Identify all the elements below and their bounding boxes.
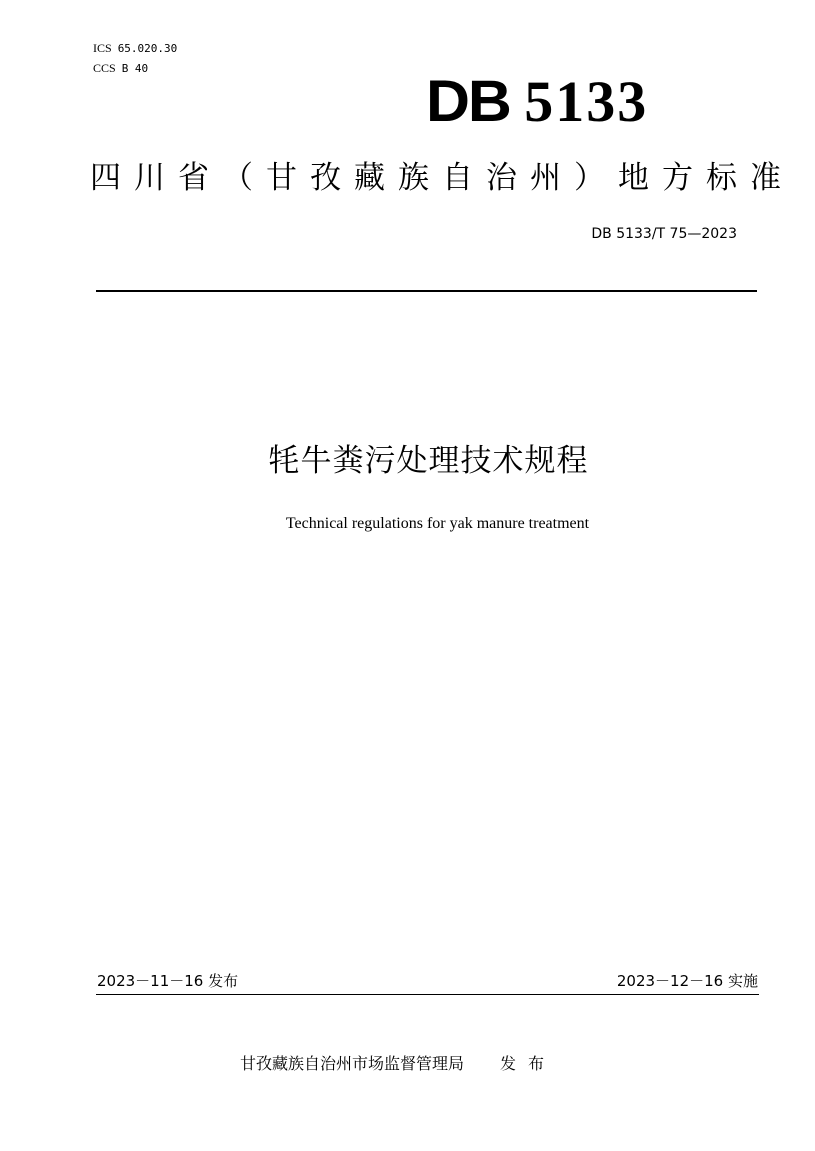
document-title-cn: 牦牛粪污处理技术规程: [268, 443, 589, 479]
db-logo-prefix: DB: [426, 69, 510, 134]
publisher-line: [240, 1053, 556, 1075]
implementation-date: 2023－12－16 实施: [616, 972, 758, 990]
ccs-code: B 40: [121, 62, 149, 75]
publish-action: 发布: [500, 1054, 557, 1073]
issue-date: 2023－11－16 发布: [97, 972, 239, 990]
ics-line: [93, 41, 177, 56]
standard-number: DB 5133/T 75—2023: [591, 226, 737, 242]
ics-code: 65.020.30: [117, 42, 178, 55]
ccs-label: CCS: [93, 61, 116, 75]
ics-label: ICS: [93, 41, 112, 55]
publisher-name: 甘孜藏族自治州市场监督管理局: [240, 1054, 465, 1073]
bottom-divider: [96, 994, 759, 995]
standard-type-heading: 四川省（甘孜藏族自治州）地方标准: [90, 160, 794, 196]
document-title-en: Technical regulations for yak manure treatment: [285, 515, 590, 532]
top-divider: [96, 290, 757, 292]
db-logo-code: 5133: [524, 69, 649, 134]
db-logo: [426, 69, 698, 134]
ccs-line: [93, 61, 148, 76]
